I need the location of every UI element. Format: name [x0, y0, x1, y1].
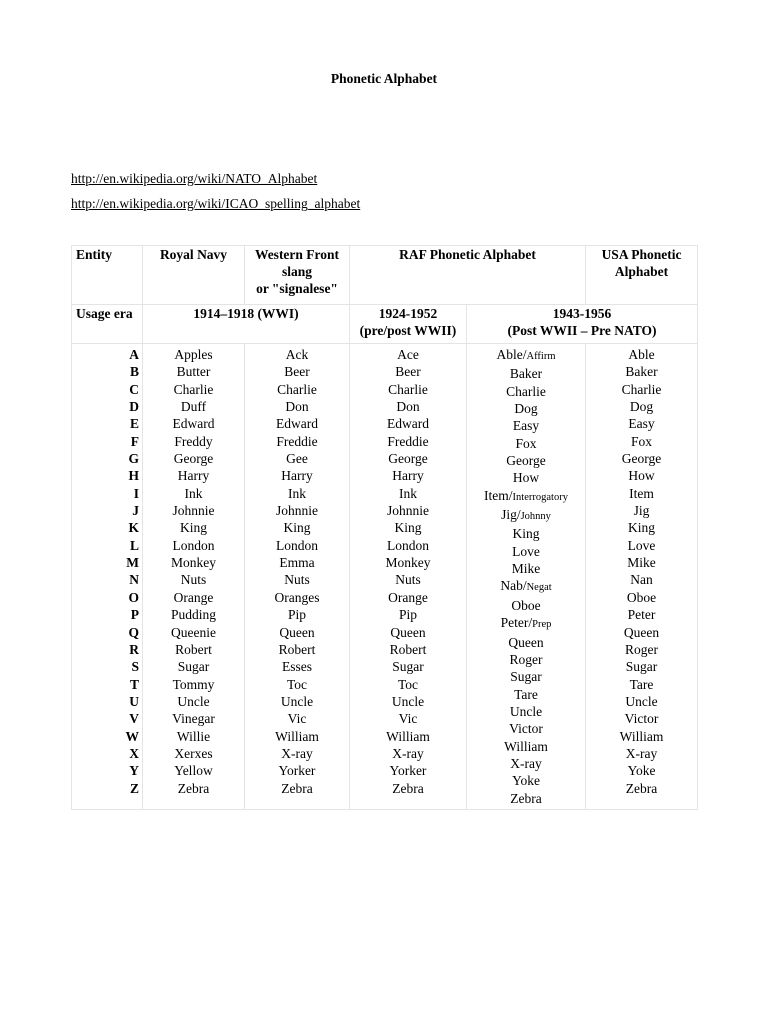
word-cell: Charlie: [388, 381, 428, 397]
word-cell: Love: [627, 537, 656, 553]
letter-cell: U: [129, 693, 139, 709]
word-cell: Nan: [630, 572, 653, 588]
letter-cell: H: [128, 468, 139, 484]
word-cell: Uncle: [280, 693, 314, 709]
word-cell: [467, 772, 585, 789]
word-main: Roger: [509, 651, 543, 667]
word-cell: Queen: [279, 624, 315, 640]
word-cell: Harry: [281, 468, 313, 484]
word-cell: Harry: [392, 468, 424, 484]
word-cell: Willie: [176, 728, 211, 744]
header-raf: RAF Phonetic Alphabet: [350, 246, 586, 305]
word-cell: Ink: [288, 485, 306, 501]
word-cell: Queen: [623, 624, 660, 640]
letter-cell: Z: [129, 780, 139, 796]
word-main: How: [512, 470, 540, 486]
word-main: Tare: [514, 686, 538, 702]
header-usa: [586, 246, 698, 305]
era-pre-post-wwii: [350, 305, 467, 344]
word-cell: Pip: [398, 607, 417, 623]
word-cell: [467, 525, 585, 542]
letter-cell: Y: [129, 763, 139, 779]
word-cell: Baker: [625, 364, 658, 380]
word-main: Charlie: [506, 383, 546, 399]
letters-column: [72, 344, 143, 810]
word-main: Nab/: [500, 578, 527, 594]
word-cell: Charlie: [173, 381, 214, 397]
word-main: Easy: [512, 418, 540, 434]
word-cell: [467, 755, 585, 772]
header-row: [72, 246, 698, 305]
word-cell: Ink: [184, 485, 203, 501]
letter-cell: J: [132, 503, 139, 519]
word-cell: Item: [629, 485, 654, 501]
letter-cell: B: [129, 364, 139, 380]
word-cell: Edward: [387, 416, 429, 432]
letter-cell: L: [129, 537, 139, 553]
word-cell: X-ray: [392, 745, 424, 761]
word-cell: Edward: [276, 416, 318, 432]
letter-cell: A: [129, 347, 139, 362]
word-cell: [467, 435, 585, 452]
word-cell: Pudding: [170, 607, 216, 623]
word-main: Uncle: [509, 703, 543, 719]
word-cell: George: [173, 451, 214, 467]
word-main: Victor: [509, 721, 543, 737]
word-cell: [467, 634, 585, 651]
word-cell: [467, 738, 585, 755]
word-cell: [467, 614, 585, 633]
letter-cell: T: [129, 676, 139, 692]
word-cell: Zebra: [281, 780, 313, 796]
word-cell: Charlie: [621, 381, 662, 397]
word-main: X-ray: [510, 755, 542, 771]
word-main: Yoke: [512, 773, 540, 789]
header-royal-navy: Royal Navy: [143, 246, 245, 305]
word-main: Jig/: [501, 507, 521, 523]
word-cell: George: [388, 451, 428, 467]
word-cell: George: [621, 451, 662, 467]
word-cell: [467, 703, 585, 720]
word-cell: Orange: [388, 589, 428, 605]
word-cell: Robert: [175, 641, 212, 657]
header-usa-line1: USA Phonetic: [601, 247, 682, 262]
word-cell: Zebra: [625, 780, 658, 796]
word-cell: Freddie: [276, 433, 318, 449]
letter-cell: C: [129, 381, 139, 397]
word-main: Able/: [496, 347, 527, 362]
word-cell: Yorker: [278, 763, 316, 779]
word-cell: [467, 577, 585, 596]
word-cell: Uncle: [177, 693, 210, 709]
word-cell: [467, 720, 585, 737]
word-cell: Emma: [279, 555, 315, 571]
page-title: Phonetic Alphabet: [330, 71, 438, 86]
word-cell: Peter: [627, 607, 656, 623]
word-cell: Apples: [174, 347, 213, 362]
word-alternate: Negat: [526, 582, 552, 594]
word-cell: Tommy: [172, 676, 215, 692]
word-cell: Nuts: [284, 572, 310, 588]
word-cell: [467, 543, 585, 560]
word-cell: Ink: [399, 485, 417, 501]
letter-cell: N: [129, 572, 139, 588]
letter-cell: F: [130, 433, 139, 449]
word-cell: Toc: [397, 676, 419, 692]
word-cell: Easy: [628, 416, 655, 432]
word-cell: Tare: [629, 676, 654, 692]
word-cell: X-ray: [625, 745, 658, 761]
word-cell: [467, 651, 585, 668]
word-main: Dog: [514, 401, 538, 417]
letter-cell: X: [129, 745, 139, 761]
word-main: Baker: [509, 366, 543, 382]
era-pre-post-wwii-line1: 1924-1952: [378, 306, 438, 321]
word-main: Peter/: [500, 615, 533, 631]
word-main: William: [504, 738, 548, 754]
header-western-front-line3: or "signalese": [256, 281, 338, 296]
letter-cell: S: [131, 659, 139, 675]
word-cell: Gee: [286, 451, 308, 467]
era-pre-post-wwii-line2: (pre/post WWII): [359, 323, 457, 338]
word-cell: Fox: [631, 433, 653, 449]
word-cell: Beer: [395, 364, 421, 380]
letter-cell: E: [129, 416, 139, 432]
word-cell: Vinegar: [172, 711, 215, 727]
word-cell: Pip: [287, 607, 306, 623]
header-western-front: [245, 246, 350, 305]
word-cell: [467, 790, 585, 807]
word-cell: Roger: [625, 641, 659, 657]
phonetic-alphabet-table: [71, 245, 698, 810]
raf-1943-column: [467, 344, 586, 810]
word-cell: London: [387, 537, 429, 553]
word-cell: Yoke: [627, 763, 656, 779]
word-cell: King: [180, 520, 207, 536]
word-cell: [467, 452, 585, 469]
word-cell: [467, 686, 585, 703]
letter-cell: M: [126, 555, 139, 571]
word-cell: Uncle: [625, 693, 658, 709]
header-usa-line2: Alphabet: [614, 264, 669, 279]
word-cell: Robert: [278, 641, 316, 657]
word-cell: Sugar: [392, 659, 424, 675]
header-entity: Entity: [72, 246, 143, 305]
nato-alphabet-link[interactable]: http://en.wikipedia.org/wiki/NATO_Alphabet: [71, 171, 318, 186]
word-alternate: Johnny: [520, 511, 551, 523]
word-cell: Esses: [282, 659, 312, 675]
word-cell: Victor: [624, 711, 659, 727]
word-alternate: Affirm: [526, 351, 556, 362]
usa-column: [586, 344, 698, 810]
royal-navy-column: [143, 344, 245, 810]
word-main: Zebra: [510, 790, 542, 806]
word-cell: [467, 560, 585, 577]
word-cell: Mike: [627, 555, 656, 571]
word-main: Oboe: [511, 597, 541, 613]
word-cell: Monkey: [385, 555, 431, 571]
letter-cell: P: [130, 607, 139, 623]
western-front-column: [245, 344, 350, 810]
word-cell: [467, 668, 585, 685]
icao-spelling-alphabet-link[interactable]: http://en.wikipedia.org/wiki/ICAO_spelling_alphabet: [71, 196, 361, 211]
word-cell: Harry: [177, 468, 210, 484]
word-main: Queen: [508, 634, 544, 650]
word-cell: Butter: [176, 364, 211, 380]
letter-cell: K: [128, 520, 139, 536]
word-cell: Freddy: [174, 433, 213, 449]
word-cell: Zebra: [177, 780, 210, 796]
word-cell: Toc: [286, 676, 308, 692]
letter-cell: W: [125, 728, 139, 744]
word-cell: William: [386, 728, 430, 744]
header-western-front-line2: slang: [281, 264, 312, 279]
letter-cell: I: [133, 485, 139, 501]
usage-era-label: Usage era: [72, 305, 143, 344]
word-cell: Sugar: [625, 659, 658, 675]
word-cell: X-ray: [281, 745, 313, 761]
word-cell: Ack: [285, 347, 309, 362]
word-cell: [467, 469, 585, 486]
word-cell: Charlie: [277, 381, 317, 397]
word-cell: Beer: [284, 364, 310, 380]
word-cell: Dog: [629, 399, 654, 415]
word-cell: King: [628, 520, 656, 536]
word-cell: Uncle: [391, 693, 425, 709]
word-cell: [467, 487, 585, 506]
word-cell: [467, 346, 585, 365]
word-main: Love: [512, 543, 540, 559]
word-cell: [467, 506, 585, 525]
word-alternate: Interrogatory: [512, 491, 568, 503]
usage-era-row: [72, 305, 698, 344]
word-cell: Vic: [287, 711, 307, 727]
word-cell: Don: [396, 399, 420, 415]
word-cell: Queenie: [171, 624, 216, 640]
era-post-wwii-pre-nato: [467, 305, 698, 344]
header-western-front-line1: Western Front: [254, 247, 340, 262]
letter-cell: V: [129, 711, 139, 727]
word-cell: [467, 400, 585, 417]
letter-cell: Q: [128, 624, 139, 640]
alphabet-body-row: [72, 344, 698, 810]
word-cell: Yellow: [174, 763, 213, 779]
word-cell: Xerxes: [174, 745, 213, 761]
word-cell: Oboe: [626, 589, 657, 605]
word-cell: Able: [628, 347, 655, 362]
word-cell: [467, 417, 585, 434]
word-cell: Monkey: [171, 555, 216, 571]
word-cell: Robert: [389, 641, 427, 657]
word-cell: Zebra: [392, 780, 424, 796]
word-cell: London: [172, 537, 215, 553]
era-wwi: 1914–1918 (WWI): [143, 305, 350, 344]
letter-cell: G: [128, 451, 139, 467]
word-cell: Jig: [633, 503, 650, 519]
word-cell: Freddie: [387, 433, 429, 449]
word-main: Mike: [511, 561, 541, 577]
word-cell: Duff: [180, 399, 207, 415]
word-cell: [467, 383, 585, 400]
letter-cell: O: [128, 589, 139, 605]
word-main: Fox: [515, 435, 537, 451]
word-cell: King: [394, 520, 422, 536]
word-cell: Nuts: [395, 572, 421, 588]
word-main: George: [506, 453, 546, 469]
word-cell: Sugar: [177, 659, 210, 675]
word-cell: Oranges: [274, 589, 320, 605]
word-main: Item/: [484, 487, 513, 503]
word-cell: Ace: [397, 347, 419, 362]
word-main: King: [512, 526, 540, 542]
era-post-wwii-line1: 1943-1956: [552, 306, 612, 321]
word-cell: Orange: [173, 589, 214, 605]
word-cell: Vic: [398, 711, 418, 727]
word-cell: Don: [285, 399, 309, 415]
raf-1924-column: [350, 344, 467, 810]
letter-cell: R: [129, 641, 139, 657]
word-cell: Edward: [172, 416, 215, 432]
word-cell: Queen: [390, 624, 426, 640]
era-post-wwii-line2: (Post WWII – Pre NATO): [507, 323, 657, 338]
word-cell: William: [275, 728, 319, 744]
word-alternate: Prep: [532, 619, 552, 631]
word-cell: Yorker: [389, 763, 427, 779]
word-cell: Nuts: [180, 572, 207, 588]
word-main: Sugar: [510, 669, 542, 685]
word-cell: King: [283, 520, 311, 536]
letter-cell: D: [129, 399, 139, 415]
word-cell: Johnnie: [172, 503, 215, 519]
word-cell: [467, 365, 585, 382]
word-cell: William: [619, 728, 664, 744]
word-cell: London: [276, 537, 318, 553]
word-cell: How: [628, 468, 655, 484]
word-cell: [467, 597, 585, 614]
word-cell: Johnnie: [387, 503, 429, 519]
word-cell: Johnnie: [276, 503, 318, 519]
